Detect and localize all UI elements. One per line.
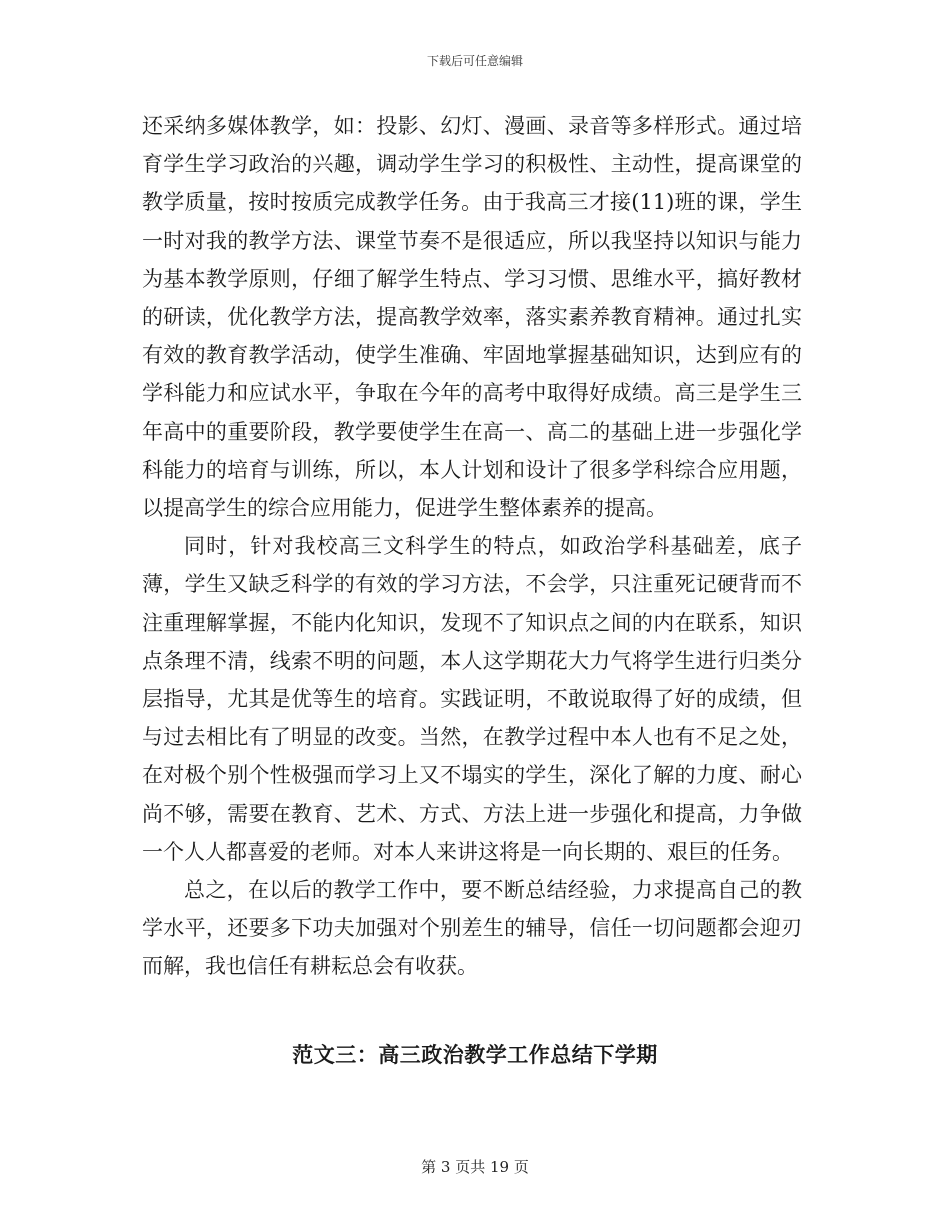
page-footer: 第 3 页共 19 页 [421,1158,529,1176]
paragraph-2: 同时，针对我校高三文科学生的特点，如政治学科基础差，底子薄，学生又缺乏科学的有效的学习方法，不会学，只注重死记硬背而不注重理解掌握，不能内化知识，发现不了知识点之间的内在联系，知识点条理不清，线索不明的问题，本人这学期花大力气将学生进行归类分层指导，尤其是优等生的培育。实践证明，不敢说取得了好的成绩，但与过去相比有了明显的改变。当然，在教学过程中本人也有不足之处，在对极个别个性极强而学习上又不塌实的学生，深化了解的力度、耐心尚不够，需要在教育、艺术、方式、方法上进一步强化和提高，力争做一个人人都喜爱的老师。对本人来讲这将是一向长期的、艰巨的任务。 [142,534,802,864]
document-body [142,107,802,986]
paragraph-1: 还采纳多媒体教学，如：投影、幻灯、漫画、录音等多样形式。通过培育学生学习政治的兴趣，调动学生学习的积极性、主动性，提高课堂的教学质量，按时按质完成教学任务。由于我高三才接(11)班的课，学生一时对我的教学方法、课堂节奏不是很适应，所以我坚持以知识与能力为基本教学原则，仔细了解学生特点、学习习惯、思维水平，搞好教材的研读，优化教学方法，提高教学效率，落实素养教育精神。通过扎实有效的教育教学活动，使学生准确、牢固地掌握基础知识，达到应有的学科能力和应试水平，争取在今年的高考中取得好成绩。高三是学生三年高中的重要阶段，教学要使学生在高一、高二的基础上进一步强化学科能力的培育与训练，所以，本人计划和设计了很多学科综合应用题，以提高学生的综合应用能力，促进学生整体素养的提高。 [142,114,802,521]
section-title: 范文三：高三政治教学工作总结下学期 [292,1042,658,1067]
paragraph-3: 总之，在以后的教学工作中，要不断总结经验，力求提高自己的教学水平，还要多下功夫加强对个别差生的辅导，信任一切问题都会迎刃而解，我也信任有耕耘总会有收获。 [142,878,802,979]
page-header: 下载后可任意编辑 [426,54,523,68]
